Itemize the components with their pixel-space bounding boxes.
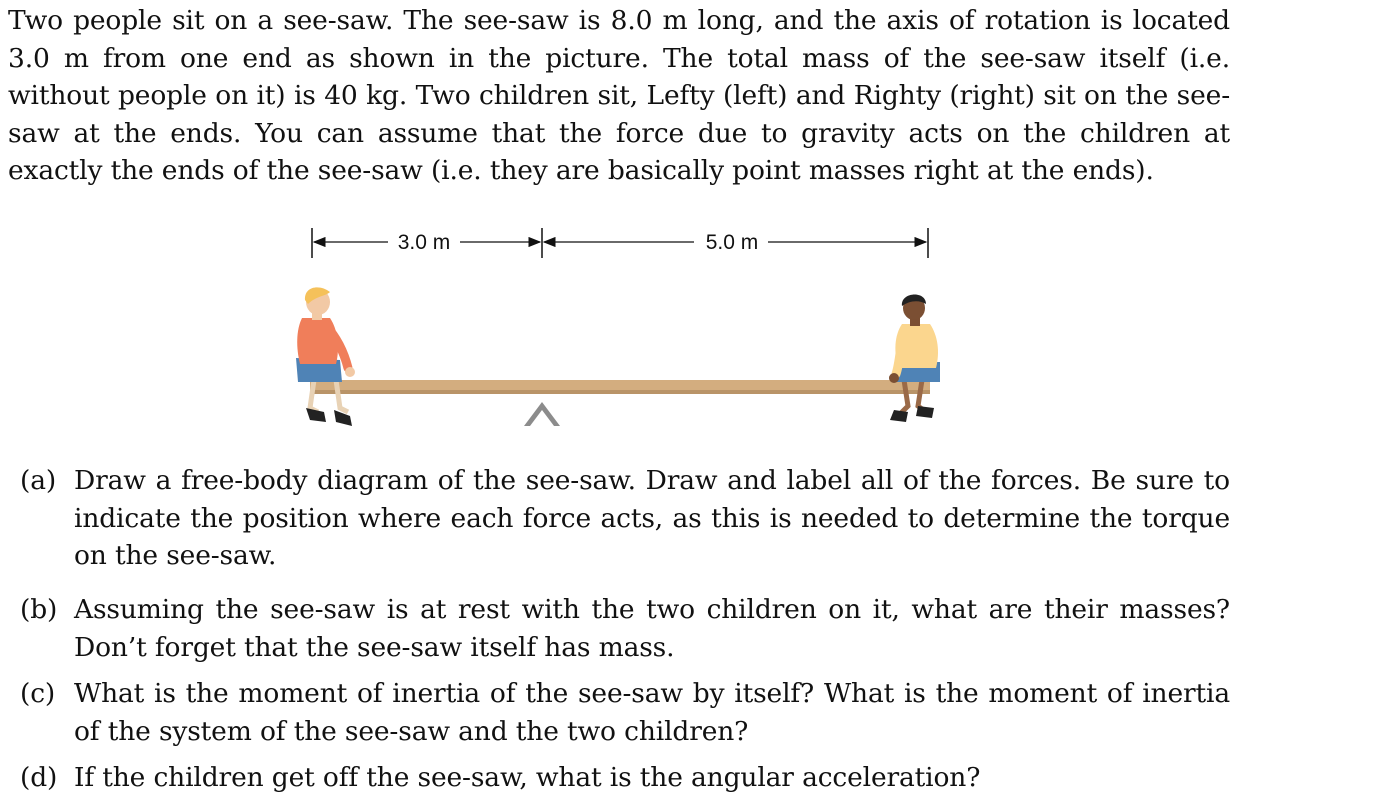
question-text: If the children get off the see-saw, what is the angular acceleration?: [74, 762, 981, 793]
question-d: [20, 759, 1230, 797]
question-list: [20, 462, 1230, 805]
question-b: [20, 591, 1230, 667]
right-distance-label: 5.0 m: [705, 231, 759, 254]
question-c: [20, 675, 1230, 751]
question-marker: (d): [20, 762, 58, 793]
question-a: [20, 462, 1230, 583]
question-text: Assuming the see-saw is at rest with the two children on it, what are their masses? Don’t forget that the see-saw itself has mass.: [74, 594, 1230, 663]
problem-statement: Two people sit on a see-saw. The see-saw is 8.0 m long, and the axis of rotation is located 3.0 m from one end as shown in the picture. The total mass of the see-saw itself (i.e. without people on it) is 40 kg. Two children sit, Lefty (left) and Righty (right) sit on the see-saw at the ends. You can assume that the force due to gravity acts on the children at exactly the ends of the see-saw (i.e. they are basically point masses right at the ends).: [8, 5, 1230, 186]
question-marker: (b): [20, 594, 58, 625]
pivot-icon: [524, 402, 560, 426]
see-saw-figure: [290, 212, 950, 442]
question-text: What is the moment of inertia of the see-saw by itself? What is the moment of inertia of the system of the see-saw and the two children?: [74, 678, 1230, 747]
left-distance-label: 3.0 m: [397, 231, 451, 254]
lefty-child-icon: [296, 287, 355, 426]
question-marker: (c): [20, 678, 56, 709]
question-marker: (a): [20, 465, 57, 496]
question-text: Draw a free-body diagram of the see-saw. Draw and label all of the forces. Be sure to indicate the position where each force acts, as this is needed to determine the torque on the see-saw.: [74, 465, 1230, 571]
see-saw-illustration: [290, 212, 950, 442]
righty-child-icon: [889, 294, 940, 422]
see-saw-plank-shadow: [310, 390, 930, 394]
